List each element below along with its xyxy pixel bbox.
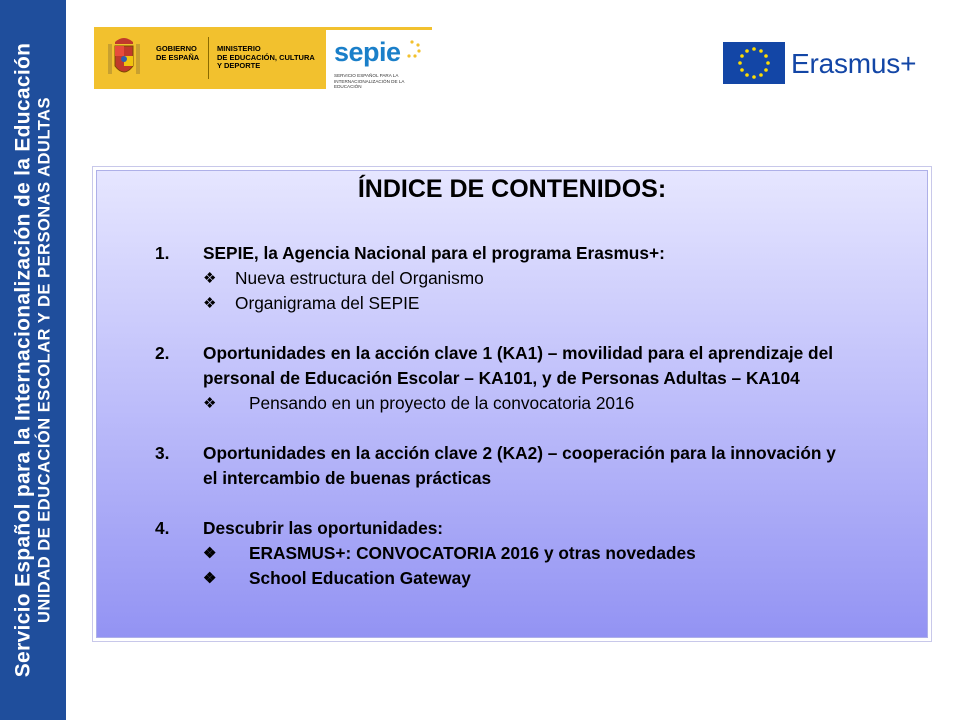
side-text xyxy=(11,0,54,720)
list-item xyxy=(155,341,855,391)
item-text: Oportunidades en la acción clave 2 (KA2) – cooperación para la innovación y el intercambio de buenas prácticas xyxy=(203,443,836,488)
diamond-bullet-icon: ❖ xyxy=(203,570,217,587)
sub-item xyxy=(155,291,855,316)
ministry-line-2: DE EDUCACIÓN, CULTURA xyxy=(217,52,315,62)
sepie-logo xyxy=(326,27,432,89)
list-item xyxy=(155,441,855,491)
contents-panel xyxy=(96,170,928,638)
gov-line-2: DE ESPAÑA xyxy=(156,52,200,62)
sub-item-text: ERASMUS+: CONVOCATORIA 2016 y otras novedades xyxy=(249,543,696,563)
item-text: Oportunidades en la acción clave 1 (KA1) – movilidad para el aprendizaje del personal de Educación Escolar – KA101, y de Personas Adultas – KA104 xyxy=(203,343,834,388)
item-number: 2. xyxy=(155,343,170,363)
government-name xyxy=(156,45,199,62)
item-text: SEPIE, la Agencia Nacional para el programa Erasmus+: xyxy=(203,243,665,263)
coat-of-arms-icon xyxy=(104,34,144,82)
list-item xyxy=(155,241,855,266)
diamond-bullet-icon: ❖ xyxy=(203,295,217,312)
erasmus-wordmark: Erasmus+ xyxy=(791,48,917,79)
panel-title: ÍNDICE DE CONTENIDOS: xyxy=(357,175,667,203)
ministry-line-1: MINISTERIO xyxy=(217,44,261,53)
government-logo xyxy=(94,27,432,89)
eu-flag-icon xyxy=(723,42,785,84)
sepie-dots-icon xyxy=(402,39,422,59)
item-number: 1. xyxy=(155,243,170,263)
list-item xyxy=(155,516,855,541)
sub-item-text: Pensando en un proyecto de la convocatoria 2016 xyxy=(249,393,635,413)
spacer xyxy=(155,416,855,441)
sub-item xyxy=(155,391,855,416)
gov-line-1: GOBIERNO xyxy=(156,44,197,53)
diamond-bullet-icon: ❖ xyxy=(203,270,217,287)
sepie-wordmark: sepie xyxy=(334,37,401,67)
logo-divider xyxy=(208,37,209,79)
sub-item xyxy=(155,541,855,566)
spacer xyxy=(155,491,855,516)
sub-item xyxy=(155,566,855,591)
item-number: 4. xyxy=(155,518,170,538)
side-title: Servicio Español para la Internacionalización de la Educación xyxy=(11,42,35,678)
sub-item-text: School Education Gateway xyxy=(249,568,471,588)
spacer xyxy=(155,316,855,341)
side-subtitle: UNIDAD DE EDUCACIÓN ESCOLAR Y DE PERSONAS ADULTAS xyxy=(35,97,54,623)
sub-item xyxy=(155,266,855,291)
item-number: 3. xyxy=(155,443,170,463)
side-band xyxy=(0,0,66,720)
sub-item-text: Organigrama del SEPIE xyxy=(235,293,420,313)
diamond-bullet-icon: ❖ xyxy=(203,545,217,562)
sub-item-text: Nueva estructura del Organismo xyxy=(235,268,484,288)
ministry-line-3: Y DEPORTE xyxy=(217,61,261,70)
sepie-subtitle: SERVICIO ESPAÑOL PARA LA INTERNACIONALIZACIÓN DE LA EDUCACIÓN xyxy=(334,73,405,89)
item-text: Descubrir las oportunidades: xyxy=(203,518,444,538)
contents-list xyxy=(155,241,855,591)
erasmus-logo xyxy=(723,42,933,84)
diamond-bullet-icon: ❖ xyxy=(203,395,217,412)
ministry-name xyxy=(217,45,315,71)
